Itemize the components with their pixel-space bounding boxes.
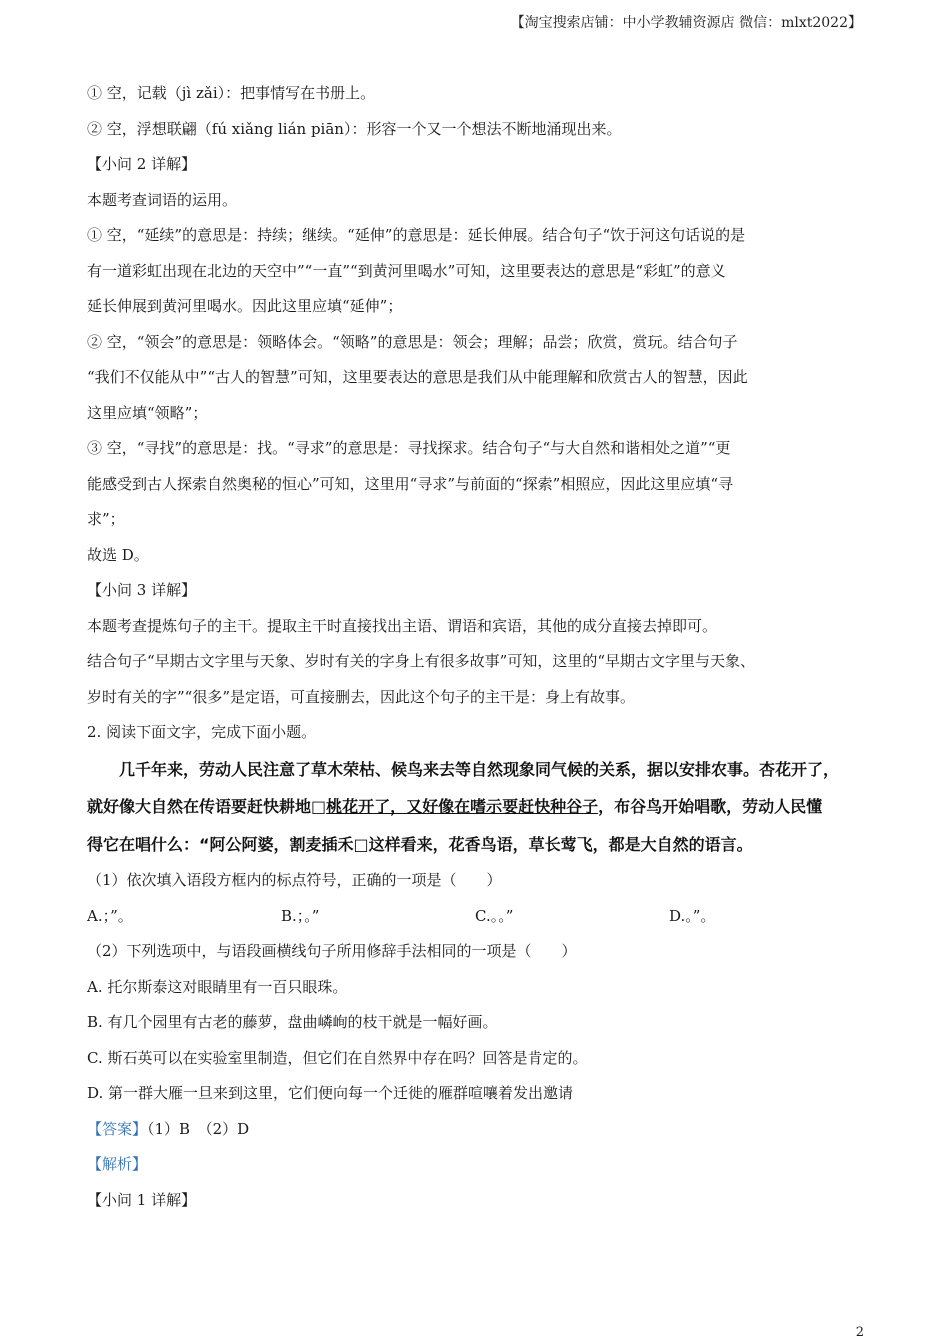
text-line: “我们不仅能从中”“古人的智慧”可知，这里要表达的意思是我们从中能理解和欣赏古人的智慧，因此: [87, 368, 748, 386]
text-line: 结合句子“早期古文字里与天象、岁时有关的字身上有很多故事”可知，这里的“早期古文字里与天象、: [87, 652, 756, 670]
passage-line: 几千年来，劳动人民注意了草木荣枯、候鸟来去等自然现象同气候的关系，据以安排农事。杏花开了，: [119, 759, 840, 779]
page-header: 【淘宝搜索店铺：中小学教辅资源店 微信：mlxt2022】: [510, 15, 862, 31]
text-line: 有一道彩虹出现在北边的天空中”“一直”“到黄河里喝水”可知，这里要表达的意思是“彩虹”的意义: [87, 261, 726, 280]
option-a: A.；”。: [87, 906, 133, 925]
text-line: ② 空，浮想联翩（fú xiǎng lián piān）：形容一个又一个想法不断地涌现出来。: [87, 119, 622, 138]
passage-text: ，布谷鸟开始唱歌，劳动人民懂: [598, 797, 823, 816]
passage-text: 就好像大自然在传语要赶快耕地: [87, 797, 312, 816]
text-line: ② 空，“领会”的意思是：领略体会。“领略”的意思是：领会；理解；品尝；欣赏，赏玩。结合句子: [87, 332, 738, 351]
option-b: B. 有几个园里有古老的藤萝，盘曲嶙峋的枝干就是一幅好画。: [87, 1013, 498, 1031]
text-line: 求”；: [87, 510, 125, 528]
passage-line: 得它在唱什么：“阿公阿婆，割麦插禾□这样看来，花香鸟语，草长莺飞，都是大自然的语言。: [87, 834, 753, 854]
analysis-line: [87, 1147, 877, 1183]
section-heading: 【小问 1 详解】: [87, 1190, 197, 1209]
options-row: [87, 899, 877, 935]
text-line: 本题考查提炼句子的主干。提取主干时直接找出主语、谓语和宾语，其他的成分直接去掉即可。: [87, 616, 718, 635]
text-line: 延长伸展到黄河里喝水。因此这里应填“延伸”；: [87, 297, 403, 315]
passage-line: [87, 788, 877, 826]
text-line: 这里应填“领略”；: [87, 403, 208, 422]
page-number: 2: [855, 1325, 864, 1340]
text-line: 故选 D。: [87, 545, 149, 564]
analysis-label: 【解析】: [87, 1155, 148, 1173]
answer-label: 【答案】: [87, 1119, 148, 1138]
answer-line: [87, 1112, 877, 1148]
option-c: C.。。”: [475, 906, 514, 925]
text-line: 本题考查词语的运用。: [87, 190, 238, 209]
option-d: D.。”。: [669, 906, 716, 925]
text-line: ③ 空，“寻找”的意思是：找。“寻求”的意思是：寻找探求。结合句子“与大自然和谐相处之道”“更: [87, 439, 731, 457]
option-a: A. 托尔斯泰这对眼睛里有一百只眼珠。: [87, 977, 348, 996]
question-stem: （2）下列选项中，与语段画横线句子所用修辞手法相同的一项是（ ）: [87, 942, 577, 960]
text-line: 能感受到古人探索自然奥秘的恒心”可知，这里用“寻求”与前面的“探索”相照应，因此这里应填“寻: [87, 474, 734, 493]
document-body: [87, 76, 877, 1218]
option-b: B.；。”: [281, 906, 320, 925]
underlined-sentence: 桃花开了，又好像在嗜示要赶快种谷子: [326, 797, 599, 816]
question-stem: （1）依次填入语段方框内的标点符号，正确的一项是（ ）: [87, 871, 502, 889]
option-c: C. 斯石英可以在实验室里制造，但它们在自然界中存在吗？回答是肯定的。: [87, 1048, 588, 1067]
question-title: 2. 阅读下面文字，完成下面小题。: [87, 723, 317, 741]
section-heading: 【小问 2 详解】: [87, 155, 197, 173]
answer-text: （1）B （2）D: [147, 1119, 250, 1138]
reading-passage: [87, 751, 877, 864]
blank-box: □: [311, 797, 327, 816]
section-heading: 【小问 3 详解】: [87, 581, 197, 599]
text-line: ① 空，“延续”的意思是：持续；继续。“延伸”的意思是：延长伸展。结合句子“饮于河这句话说的是: [87, 226, 746, 244]
option-d: D. 第一群大雁一旦来到这里，它们便向每一个迁徙的雁群喧嚷着发出邀请: [87, 1084, 574, 1102]
text-line: ① 空，记载（jì zǎi）：把事情写在书册上。: [87, 84, 376, 102]
text-line: 岁时有关的字”“很多”是定语，可直接删去，因此这个句子的主干是：身上有故事。: [87, 687, 636, 706]
